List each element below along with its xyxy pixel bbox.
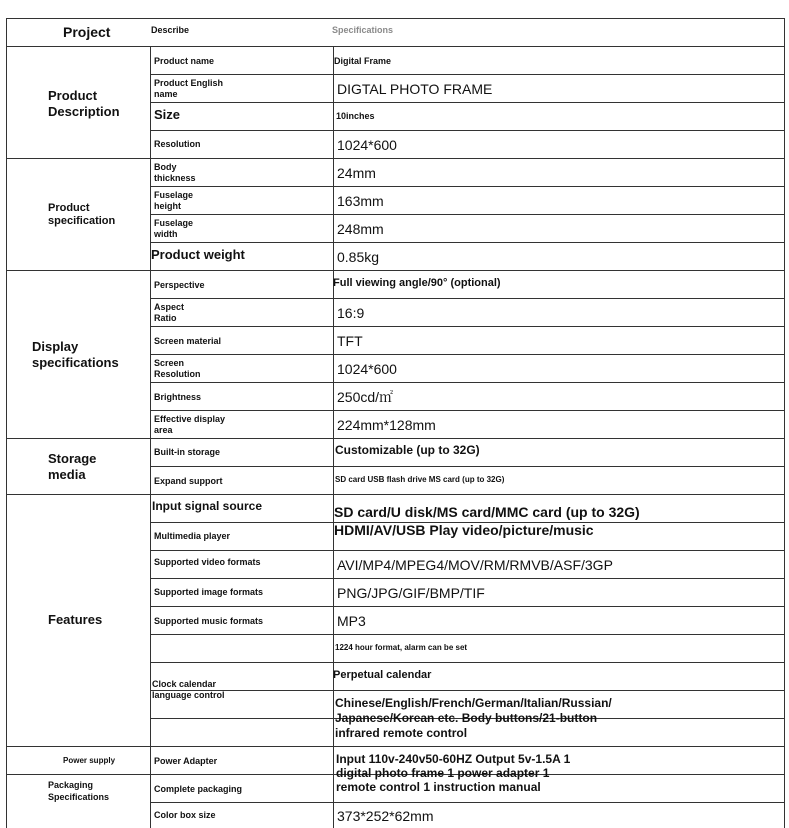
label-brightness: Brightness: [154, 392, 202, 402]
rule: [150, 466, 784, 467]
value-image-formats: PNG/JPG/GIF/BMP/TIF: [337, 585, 485, 601]
value-perspective: Full viewing angle/90° (optional): [333, 277, 501, 289]
category-storage-media: Storage media: [48, 451, 97, 482]
rule: [150, 662, 784, 663]
rule: [6, 494, 784, 495]
rule: [150, 550, 784, 551]
value-aspect-ratio: 16:9: [337, 305, 365, 321]
value-fuselage-height: 163mm: [337, 193, 384, 209]
label-color-box-size: Color box size: [154, 810, 216, 820]
label-screen-resolution: Screen Resolution: [154, 358, 201, 379]
rule: [150, 186, 784, 187]
label-clock-calendar-language: Clock calendar language control: [152, 679, 225, 700]
header-describe: Describe: [151, 25, 190, 35]
header-project: Project: [63, 24, 111, 40]
label-power-adapter: Power Adapter: [154, 756, 218, 766]
category-product-specification: Product specification: [48, 202, 116, 227]
category-power-supply: Power supply: [63, 756, 116, 765]
rule: [784, 18, 785, 828]
value-fuselage-width: 248mm: [337, 221, 384, 237]
rule: [150, 74, 784, 75]
label-expand-support: Expand support: [154, 476, 223, 486]
rule: [150, 410, 784, 411]
label-aspect-ratio: Aspect Ratio: [154, 302, 185, 323]
rule: [150, 382, 784, 383]
rule: [6, 438, 784, 439]
rule: [6, 18, 784, 19]
category-features: Features: [48, 612, 103, 627]
value-product-name: Digital Frame: [334, 56, 392, 66]
value-power-adapter: Input 110v-240v50-60HZ Output 5v-1.5A 1 digital photo frame 1 power adapter 1 remote control 1 instruction manual: [336, 752, 571, 794]
rule: [6, 18, 7, 828]
rule: [150, 690, 784, 691]
value-clock: 1224 hour format, alarm can be set: [335, 643, 468, 652]
rule: [150, 102, 784, 103]
label-screen-material: Screen material: [154, 336, 222, 346]
value-language: Chinese/English/French/German/Italian/Russian/ Japanese/Korean etc. Body buttons/21-button infrared remote control: [335, 696, 612, 740]
value-calendar: Perpetual calendar: [333, 669, 432, 681]
label-complete-packaging: Complete packaging: [154, 784, 243, 794]
value-video-formats: AVI/MP4/MPEG4/MOV/RM/RMVB/ASF/3GP: [337, 557, 613, 573]
value-body-thickness: 24mm: [337, 165, 376, 181]
rule: [150, 578, 784, 579]
label-effective-display-area: Effective display area: [154, 414, 226, 435]
value-resolution: 1024*600: [337, 137, 397, 153]
rule: [6, 46, 784, 47]
rule: [150, 606, 784, 607]
rule: [150, 326, 784, 327]
value-color-box-size: 373*252*62mm: [337, 808, 434, 824]
rule: [150, 214, 784, 215]
category-product-description: Product Description: [48, 88, 120, 119]
label-video-formats: Supported video formats: [154, 557, 261, 567]
label-input-signal-source: Input signal source: [152, 499, 263, 513]
value-brightness: 250cd/㎡: [337, 389, 394, 405]
label-image-formats: Supported image formats: [154, 587, 264, 597]
label-multimedia-player: Multimedia player: [154, 531, 231, 541]
value-effective-display-area: 224mm*128mm: [337, 417, 436, 433]
rule: [150, 298, 784, 299]
value-built-in-storage: Customizable (up to 32G): [335, 443, 480, 457]
category-display-specifications: Display specifications: [32, 339, 119, 370]
label-fuselage-height: Fuselage height: [154, 190, 194, 211]
rule: [150, 46, 151, 828]
value-size: 10inches: [336, 111, 375, 121]
rule: [150, 354, 784, 355]
label-product-name: Product name: [154, 56, 215, 66]
label-perspective: Perspective: [154, 280, 205, 290]
value-multimedia-player: HDMI/AV/USB Play video/picture/music: [334, 522, 594, 538]
header-specifications: Specifications: [332, 25, 394, 35]
value-product-english-name: DIGTAL PHOTO FRAME: [337, 81, 493, 97]
category-packaging: Packaging Specifications: [48, 780, 110, 802]
label-product-english-name: Product English name: [154, 78, 224, 99]
rule: [6, 746, 784, 747]
value-screen-material: TFT: [337, 333, 363, 349]
label-music-formats: Supported music formats: [154, 616, 264, 626]
label-resolution: Resolution: [154, 139, 201, 149]
label-size: Size: [154, 107, 181, 122]
value-screen-resolution: 1024*600: [337, 361, 397, 377]
rule: [6, 270, 784, 271]
rule: [150, 802, 784, 803]
value-product-weight: 0.85kg: [337, 249, 380, 265]
rule: [150, 130, 784, 131]
rule: [150, 242, 784, 243]
label-product-weight: Product weight: [151, 247, 245, 262]
rule: [150, 634, 784, 635]
value-expand-support: SD card USB flash drive MS card (up to 32G): [335, 475, 505, 484]
value-input-signal-source: SD card/U disk/MS card/MMC card (up to 32G): [334, 504, 640, 520]
value-music-formats: MP3: [337, 613, 366, 629]
label-body-thickness: Body thickness: [154, 162, 196, 183]
label-fuselage-width: Fuselage width: [154, 218, 194, 239]
rule: [6, 158, 784, 159]
label-built-in-storage: Built-in storage: [154, 447, 221, 457]
rule: [333, 46, 334, 828]
